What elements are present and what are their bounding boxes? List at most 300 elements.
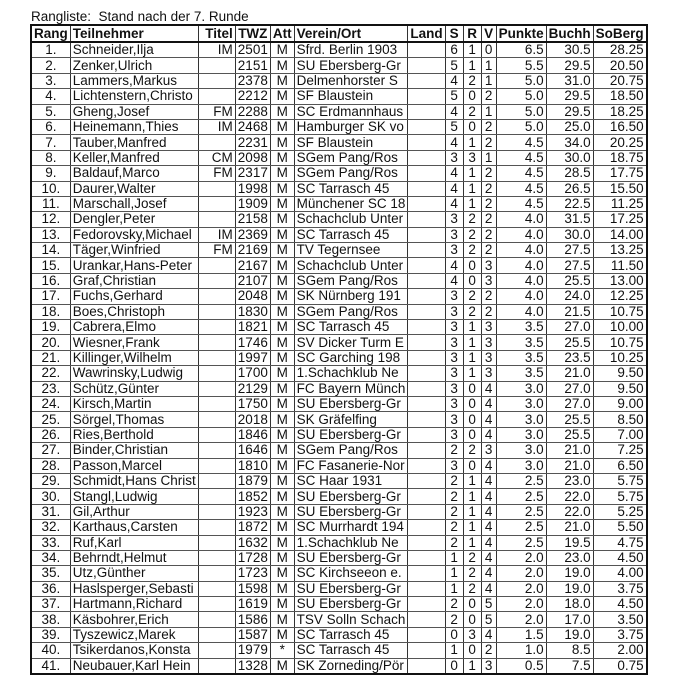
cell-teilnehmer: Graf,Christian [70, 273, 198, 288]
cell-att: M [270, 566, 294, 581]
cell-verein: SC Haar 1931 [294, 473, 408, 488]
cell-punkte: 4.0 [496, 212, 546, 227]
cell-titel [198, 627, 235, 642]
cell-verein: SC Kirchseeon e. [294, 566, 408, 581]
cell-verein: Sfrd. Berlin 1903 [294, 42, 408, 58]
cell-titel [198, 181, 235, 196]
cell-r: 1 [463, 489, 481, 504]
cell-att: M [270, 89, 294, 104]
cell-titel: FM [198, 166, 235, 181]
table-row [31, 550, 647, 565]
cell-rang: 11. [31, 196, 70, 211]
cell-s: 3 [445, 412, 463, 427]
cell-att: M [270, 58, 294, 73]
cell-teilnehmer: Killinger,Wilhelm [70, 350, 198, 365]
cell-titel [198, 258, 235, 273]
cell-rang: 19. [31, 320, 70, 335]
cell-rang: 4. [31, 89, 70, 104]
cell-twz: 2231 [235, 135, 270, 150]
header-land: Land [408, 25, 445, 42]
cell-titel [198, 396, 235, 411]
cell-verein: Münchener SC 18 [294, 196, 408, 211]
cell-twz: 1700 [235, 366, 270, 381]
cell-r: 1 [463, 350, 481, 365]
cell-s: 3 [445, 227, 463, 242]
cell-s: 2 [445, 489, 463, 504]
cell-rang: 3. [31, 73, 70, 88]
cell-verein: SGem Pang/Ros [294, 304, 408, 319]
cell-punkte: 3.0 [496, 443, 546, 458]
cell-titel [198, 427, 235, 442]
cell-verein: SK Nürnberg 191 [294, 289, 408, 304]
cell-titel [198, 350, 235, 365]
cell-s: 2 [445, 443, 463, 458]
table-row [31, 196, 647, 211]
cell-soberg: 4.50 [593, 597, 647, 612]
cell-v: 4 [481, 627, 496, 642]
cell-teilnehmer: Sörgel,Thomas [70, 412, 198, 427]
cell-soberg: 13.00 [593, 273, 647, 288]
cell-teilnehmer: Gil,Arthur [70, 504, 198, 519]
table-row [31, 243, 647, 258]
cell-soberg: 5.50 [593, 520, 647, 535]
cell-soberg: 4.50 [593, 550, 647, 565]
cell-titel [198, 273, 235, 288]
cell-rang: 5. [31, 104, 70, 119]
cell-titel [198, 381, 235, 396]
cell-soberg: 3.50 [593, 612, 647, 627]
cell-soberg: 28.25 [593, 42, 647, 58]
cell-twz: 1587 [235, 627, 270, 642]
table-row [31, 412, 647, 427]
cell-r: 0 [463, 412, 481, 427]
cell-twz: 2288 [235, 104, 270, 119]
table-row [31, 104, 647, 119]
cell-r: 0 [463, 273, 481, 288]
cell-att: M [270, 150, 294, 165]
cell-r: 1 [463, 166, 481, 181]
cell-verein: SGem Pang/Ros [294, 150, 408, 165]
cell-land [408, 166, 445, 181]
cell-verein: SGem Pang/Ros [294, 443, 408, 458]
cell-verein: SC Murrhardt 194 [294, 520, 408, 535]
table-row [31, 135, 647, 150]
cell-v: 2 [481, 119, 496, 134]
cell-titel [198, 612, 235, 627]
cell-rang: 21. [31, 350, 70, 365]
cell-r: 0 [463, 381, 481, 396]
cell-verein: SU Ebersberg-Gr [294, 489, 408, 504]
table-row [31, 258, 647, 273]
cell-verein: SC Tarrasch 45 [294, 181, 408, 196]
cell-twz: 1750 [235, 396, 270, 411]
header-titel: Titel [198, 25, 235, 42]
cell-rang: 30. [31, 489, 70, 504]
cell-twz: 2107 [235, 273, 270, 288]
cell-punkte: 2.5 [496, 535, 546, 550]
ranking-table [30, 24, 648, 675]
table-row [31, 304, 647, 319]
cell-att: M [270, 212, 294, 227]
cell-buchh: 26.5 [546, 181, 593, 196]
cell-buchh: 34.0 [546, 135, 593, 150]
cell-rang: 24. [31, 396, 70, 411]
cell-land [408, 581, 445, 596]
cell-att: * [270, 643, 294, 658]
cell-punkte: 4.5 [496, 166, 546, 181]
cell-soberg: 7.25 [593, 443, 647, 458]
cell-punkte: 5.5 [496, 58, 546, 73]
cell-teilnehmer: Lammers,Markus [70, 73, 198, 88]
cell-land [408, 243, 445, 258]
cell-rang: 27. [31, 443, 70, 458]
cell-titel [198, 489, 235, 504]
cell-s: 2 [445, 473, 463, 488]
cell-buchh: 21.0 [546, 520, 593, 535]
table-row [31, 489, 647, 504]
cell-att: M [270, 458, 294, 473]
header-punkte: Punkte [496, 25, 546, 42]
cell-verein: SC Tarrasch 45 [294, 227, 408, 242]
cell-v: 2 [481, 212, 496, 227]
cell-buchh: 23.0 [546, 550, 593, 565]
cell-rang: 35. [31, 566, 70, 581]
cell-v: 2 [481, 243, 496, 258]
table-row [31, 458, 647, 473]
cell-s: 5 [445, 89, 463, 104]
cell-teilnehmer: Neubauer,Karl Hein [70, 658, 198, 674]
cell-punkte: 2.0 [496, 612, 546, 627]
table-row [31, 381, 647, 396]
cell-r: 1 [463, 504, 481, 519]
cell-v: 4 [481, 412, 496, 427]
table-row [31, 350, 647, 365]
cell-s: 2 [445, 612, 463, 627]
cell-s: 3 [445, 350, 463, 365]
cell-land [408, 258, 445, 273]
header-twz: TWZ [235, 25, 270, 42]
cell-v: 4 [481, 566, 496, 581]
cell-twz: 2167 [235, 258, 270, 273]
cell-r: 1 [463, 473, 481, 488]
cell-att: M [270, 581, 294, 596]
cell-att: M [270, 104, 294, 119]
cell-verein: SC Garching 198 [294, 350, 408, 365]
cell-buchh: 29.5 [546, 104, 593, 119]
cell-twz: 1619 [235, 597, 270, 612]
cell-buchh: 21.0 [546, 366, 593, 381]
cell-v: 2 [481, 289, 496, 304]
cell-v: 1 [481, 104, 496, 119]
cell-r: 1 [463, 58, 481, 73]
header-teilnehmer: Teilnehmer [70, 25, 198, 42]
cell-punkte: 4.5 [496, 150, 546, 165]
cell-att: M [270, 258, 294, 273]
cell-land [408, 458, 445, 473]
cell-teilnehmer: Baldauf,Marco [70, 166, 198, 181]
cell-v: 4 [481, 489, 496, 504]
cell-buchh: 21.5 [546, 304, 593, 319]
cell-land [408, 304, 445, 319]
cell-teilnehmer: Binder,Christian [70, 443, 198, 458]
cell-verein: SU Ebersberg-Gr [294, 597, 408, 612]
cell-land [408, 366, 445, 381]
cell-punkte: 3.0 [496, 396, 546, 411]
cell-att: M [270, 227, 294, 242]
cell-v: 2 [481, 166, 496, 181]
cell-v: 4 [481, 520, 496, 535]
cell-att: M [270, 335, 294, 350]
cell-titel [198, 458, 235, 473]
cell-verein: SC Erdmannhaus [294, 104, 408, 119]
cell-punkte: 6.5 [496, 42, 546, 58]
cell-s: 4 [445, 258, 463, 273]
cell-buchh: 27.0 [546, 396, 593, 411]
table-header-row [31, 25, 647, 42]
cell-v: 2 [481, 135, 496, 150]
cell-punkte: 3.0 [496, 458, 546, 473]
cell-soberg: 4.75 [593, 535, 647, 550]
cell-r: 3 [463, 150, 481, 165]
cell-soberg: 11.50 [593, 258, 647, 273]
cell-titel: CM [198, 150, 235, 165]
cell-v: 0 [481, 42, 496, 58]
cell-verein: SU Ebersberg-Gr [294, 396, 408, 411]
cell-titel [198, 89, 235, 104]
cell-r: 1 [463, 135, 481, 150]
table-row [31, 89, 647, 104]
header-buchh: Buchh [546, 25, 593, 42]
cell-s: 3 [445, 289, 463, 304]
cell-s: 4 [445, 166, 463, 181]
cell-v: 4 [481, 381, 496, 396]
table-row [31, 73, 647, 88]
cell-r: 3 [463, 627, 481, 642]
cell-att: M [270, 412, 294, 427]
cell-rang: 1. [31, 42, 70, 58]
cell-rang: 25. [31, 412, 70, 427]
header-s: S [445, 25, 463, 42]
cell-teilnehmer: Ries,Berthold [70, 427, 198, 442]
cell-verein: SU Ebersberg-Gr [294, 427, 408, 442]
cell-buchh: 25.0 [546, 119, 593, 134]
cell-teilnehmer: Schmidt,Hans Christ [70, 473, 198, 488]
cell-att: M [270, 42, 294, 58]
cell-teilnehmer: Käsbohrer,Erich [70, 612, 198, 627]
cell-rang: 18. [31, 304, 70, 319]
table-row [31, 166, 647, 181]
cell-teilnehmer: Kirsch,Martin [70, 396, 198, 411]
table-row [31, 581, 647, 596]
cell-rang: 20. [31, 335, 70, 350]
cell-punkte: 3.0 [496, 381, 546, 396]
cell-buchh: 31.5 [546, 212, 593, 227]
cell-r: 1 [463, 320, 481, 335]
cell-land [408, 350, 445, 365]
cell-r: 0 [463, 89, 481, 104]
cell-twz: 2158 [235, 212, 270, 227]
table-row [31, 212, 647, 227]
cell-land [408, 42, 445, 58]
cell-rang: 40. [31, 643, 70, 658]
cell-s: 4 [445, 273, 463, 288]
table-row [31, 227, 647, 242]
cell-s: 3 [445, 212, 463, 227]
cell-v: 2 [481, 196, 496, 211]
cell-land [408, 535, 445, 550]
cell-r: 2 [463, 104, 481, 119]
header-att: Att [270, 25, 294, 42]
cell-land [408, 412, 445, 427]
cell-verein: FC Bayern Münch [294, 381, 408, 396]
cell-buchh: 23.0 [546, 473, 593, 488]
cell-att: M [270, 166, 294, 181]
cell-s: 2 [445, 504, 463, 519]
cell-land [408, 473, 445, 488]
cell-land [408, 58, 445, 73]
cell-rang: 2. [31, 58, 70, 73]
cell-land [408, 227, 445, 242]
cell-rang: 8. [31, 150, 70, 165]
cell-s: 1 [445, 643, 463, 658]
table-row [31, 42, 647, 58]
cell-v: 4 [481, 581, 496, 596]
cell-verein: SU Ebersberg-Gr [294, 550, 408, 565]
cell-buchh: 29.5 [546, 58, 593, 73]
cell-twz: 1997 [235, 350, 270, 365]
cell-land [408, 381, 445, 396]
cell-punkte: 4.0 [496, 273, 546, 288]
cell-att: M [270, 443, 294, 458]
cell-v: 4 [481, 473, 496, 488]
cell-s: 1 [445, 581, 463, 596]
cell-punkte: 5.0 [496, 104, 546, 119]
cell-soberg: 20.75 [593, 73, 647, 88]
cell-rang: 15. [31, 258, 70, 273]
cell-punkte: 0.5 [496, 658, 546, 674]
cell-teilnehmer: Boes,Christoph [70, 304, 198, 319]
cell-soberg: 7.00 [593, 427, 647, 442]
cell-punkte: 4.0 [496, 304, 546, 319]
cell-twz: 2048 [235, 289, 270, 304]
cell-rang: 33. [31, 535, 70, 550]
cell-land [408, 89, 445, 104]
cell-titel: FM [198, 104, 235, 119]
cell-punkte: 2.0 [496, 597, 546, 612]
cell-v: 4 [481, 427, 496, 442]
cell-s: 3 [445, 427, 463, 442]
cell-twz: 2169 [235, 243, 270, 258]
cell-punkte: 2.0 [496, 566, 546, 581]
cell-titel [198, 412, 235, 427]
cell-r: 1 [463, 335, 481, 350]
table-row [31, 396, 647, 411]
cell-teilnehmer: Urankar,Hans-Peter [70, 258, 198, 273]
cell-verein: SC Tarrasch 45 [294, 627, 408, 642]
cell-verein: SF Blaustein [294, 135, 408, 150]
table-row [31, 643, 647, 658]
cell-r: 1 [463, 181, 481, 196]
cell-s: 3 [445, 396, 463, 411]
cell-verein: SK Gräfelfing [294, 412, 408, 427]
cell-verein: Delmenhorster S [294, 73, 408, 88]
cell-s: 5 [445, 119, 463, 134]
cell-r: 0 [463, 396, 481, 411]
cell-punkte: 4.5 [496, 135, 546, 150]
cell-punkte: 5.0 [496, 73, 546, 88]
cell-s: 3 [445, 304, 463, 319]
cell-twz: 2129 [235, 381, 270, 396]
cell-v: 3 [481, 350, 496, 365]
cell-r: 2 [463, 73, 481, 88]
cell-buchh: 28.5 [546, 166, 593, 181]
table-row [31, 627, 647, 642]
cell-land [408, 181, 445, 196]
cell-s: 3 [445, 366, 463, 381]
cell-r: 2 [463, 566, 481, 581]
cell-twz: 2369 [235, 227, 270, 242]
cell-titel [198, 581, 235, 596]
cell-s: 1 [445, 550, 463, 565]
cell-punkte: 1.0 [496, 643, 546, 658]
cell-teilnehmer: Haslsperger,Sebasti [70, 581, 198, 596]
cell-twz: 1723 [235, 566, 270, 581]
cell-titel [198, 335, 235, 350]
cell-land [408, 566, 445, 581]
cell-r: 0 [463, 612, 481, 627]
cell-v: 1 [481, 150, 496, 165]
cell-v: 4 [481, 458, 496, 473]
table-row [31, 289, 647, 304]
cell-titel [198, 658, 235, 674]
cell-s: 4 [445, 196, 463, 211]
cell-att: M [270, 135, 294, 150]
cell-teilnehmer: Dengler,Peter [70, 212, 198, 227]
cell-soberg: 8.50 [593, 412, 647, 427]
cell-rang: 23. [31, 381, 70, 396]
cell-att: M [270, 550, 294, 565]
cell-buchh: 25.5 [546, 273, 593, 288]
cell-soberg: 18.50 [593, 89, 647, 104]
table-row [31, 612, 647, 627]
cell-twz: 1852 [235, 489, 270, 504]
cell-punkte: 2.5 [496, 473, 546, 488]
cell-punkte: 2.0 [496, 581, 546, 596]
cell-punkte: 4.5 [496, 196, 546, 211]
cell-r: 0 [463, 258, 481, 273]
cell-punkte: 2.5 [496, 520, 546, 535]
cell-verein: SF Blaustein [294, 89, 408, 104]
cell-teilnehmer: Cabrera,Elmo [70, 320, 198, 335]
cell-twz: 2317 [235, 166, 270, 181]
cell-v: 4 [481, 550, 496, 565]
cell-s: 3 [445, 150, 463, 165]
cell-r: 2 [463, 304, 481, 319]
cell-titel [198, 135, 235, 150]
cell-titel [198, 196, 235, 211]
cell-twz: 2468 [235, 119, 270, 134]
cell-teilnehmer: Keller,Manfred [70, 150, 198, 165]
cell-twz: 2098 [235, 150, 270, 165]
cell-land [408, 73, 445, 88]
cell-titel [198, 473, 235, 488]
cell-twz: 1586 [235, 612, 270, 627]
cell-soberg: 17.25 [593, 212, 647, 227]
cell-twz: 1879 [235, 473, 270, 488]
cell-buchh: 25.5 [546, 335, 593, 350]
table-row [31, 504, 647, 519]
cell-buchh: 27.5 [546, 258, 593, 273]
